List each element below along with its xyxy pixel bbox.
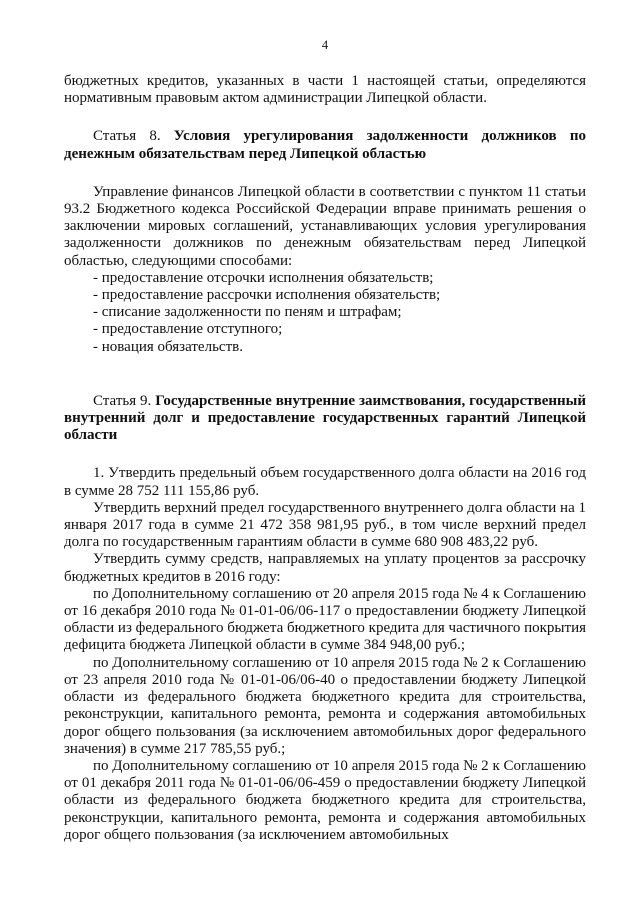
article-9-number: Статья 9. xyxy=(93,392,152,409)
list-item: - новация обязательств. xyxy=(93,338,243,355)
article-8-heading xyxy=(64,128,586,162)
article-9-title: Государственные внутренние заимствования, государственный внутренний долг и предоставление государственных гарантий Липецкой области xyxy=(64,392,586,444)
article-9-heading xyxy=(64,393,586,445)
page-number: 4 xyxy=(321,38,329,52)
article-8-list xyxy=(64,270,586,356)
article-8-title: Условия урегулирования задолженности должников по денежным обязательствам перед Липецкой областью xyxy=(64,128,586,162)
article-8-lead: Управление финансов Липецкой области в соответствии с пунктом 11 статьи 93.2 Бюджетного кодекса Российской Федерации вправе принимать решения о заключении мировых соглашений, устанавливающих условия урегулирования задолженности должников по денежным обязательствам перед Липецкой областью, следующими способами: xyxy=(64,183,586,269)
article-9-paragraph: Утвердить верхний предел государственного внутреннего долга области на 1 января 2017 года в сумме 21 472 358 981,95 руб., в том числе верхний предел долга по государственным гарантиям области в сумме 680 908 483,22 руб. xyxy=(64,499,586,551)
intro-paragraph: бюджетных кредитов, указанных в части 1 настоящей статьи, определяются нормативным правовым актом администрации Липецкой области. xyxy=(64,73,586,107)
article-8-number: Статья 8. xyxy=(93,128,161,145)
list-item: - предоставление отсрочки исполнения обязательств; xyxy=(93,269,434,286)
article-9-paragraph: по Дополнительному соглашению от 10 апреля 2015 года № 2 к Соглашению от 01 декабря 2011 года № 01-01-06/06-459 о предоставлении бюджету Липецкой области из федерального бюджета бюджетного кредита для строительства, реконструкции, капитального ремонта, ремонта и содержания автомобильных дорог общего пользования (за исключением автомобильных xyxy=(64,757,586,843)
article-9-paragraph: Утвердить сумму средств, направляемых на уплату процентов за рассрочку бюджетных кредитов в 2016 году: xyxy=(64,551,586,585)
list-item: - предоставление рассрочки исполнения обязательств; xyxy=(93,287,441,304)
article-9-paragraph: по Дополнительному соглашению от 20 апреля 2015 года № 4 к Соглашению от 16 декабря 2010 года № 01-01-06/06-117 о предоставлении бюджету Липецкой области из федерального бюджета бюджетного кредита для частичного покрытия дефицита бюджета Липецкой области в сумме 384 948,00 руб.; xyxy=(64,585,586,654)
list-item: - списание задолженности по пеням и штрафам; xyxy=(93,304,402,321)
list-item: - предоставление отступного; xyxy=(93,321,283,338)
article-9-paragraph: 1. Утвердить предельный объем государственного долга области на 2016 год в сумме 28 752 111 155,86 руб. xyxy=(64,465,586,499)
article-9-paragraph: по Дополнительному соглашению от 10 апреля 2015 года № 2 к Соглашению от 23 апреля 2010 года № 01-01-06/06-40 о предоставлении бюджету Липецкой области из федерального бюджета бюджетного кредита для строительства, реконструкции, капитального ремонта, ремонта и содержания автомобильных дорог общего пользования (за исключением автомобильных дорог федерального значения) в сумме 217 785,55 руб.; xyxy=(64,654,586,757)
